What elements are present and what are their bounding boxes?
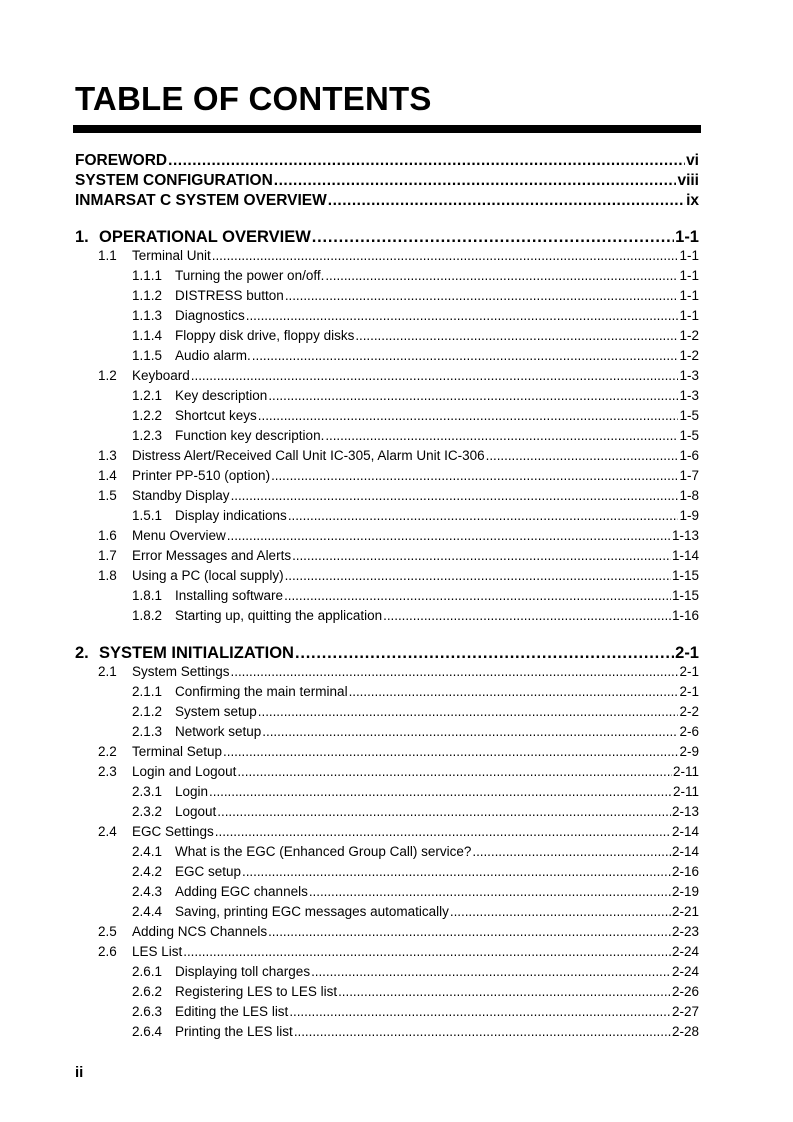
entry-number: 2.4.1 xyxy=(132,844,163,859)
entry-page[interactable]: 1-7 xyxy=(679,468,699,483)
toc-front-entry[interactable] xyxy=(75,152,699,170)
entry-page[interactable]: 2-11 xyxy=(672,784,699,799)
entry-number: 1.6 xyxy=(98,528,117,543)
entry-number: 2.6 xyxy=(98,944,117,959)
dot-leader xyxy=(312,228,674,247)
toc-subsection-entry[interactable] xyxy=(132,608,699,623)
toc-subsection-entry[interactable] xyxy=(132,408,699,423)
entry-page[interactable]: 2-27 xyxy=(671,1004,699,1019)
entry-page[interactable]: 1-1 xyxy=(679,248,699,263)
entry-number: 2.3.2 xyxy=(132,804,163,819)
dot-leader xyxy=(268,924,671,939)
entry-page[interactable]: 1-5 xyxy=(679,428,699,443)
entry-title[interactable]: Diagnostics xyxy=(175,308,245,323)
toc-subsection-entry[interactable] xyxy=(132,964,699,979)
dot-leader xyxy=(309,884,671,899)
toc-section-entry[interactable] xyxy=(98,528,699,543)
entry-title[interactable]: Printing the LES list xyxy=(175,1024,293,1039)
toc-subsection-entry[interactable] xyxy=(132,328,699,343)
dot-leader xyxy=(268,388,678,403)
entry-page[interactable]: 1-3 xyxy=(679,368,699,383)
dot-leader xyxy=(284,588,671,603)
entry-page[interactable]: 2-26 xyxy=(671,984,699,999)
dot-leader xyxy=(325,428,678,443)
entry-page[interactable]: 2-14 xyxy=(671,824,699,839)
entry-page[interactable]: 1-15 xyxy=(671,588,699,603)
toc-subsection-entry[interactable] xyxy=(132,428,699,443)
entry-page[interactable]: 1-1 xyxy=(679,288,699,303)
entry-page[interactable]: 2-11 xyxy=(672,764,699,779)
entry-number: 1.8 xyxy=(98,568,117,583)
dot-leader xyxy=(294,1024,671,1039)
entry-number: 2.1 xyxy=(98,664,117,679)
toc-subsection-entry[interactable] xyxy=(132,724,699,739)
dot-leader xyxy=(295,644,674,663)
entry-number: 1.3 xyxy=(98,448,117,463)
dot-leader xyxy=(271,468,678,483)
entry-title[interactable]: Network setup xyxy=(175,724,262,739)
toc-subsection-entry[interactable] xyxy=(132,784,699,799)
entry-page[interactable]: 1-15 xyxy=(671,568,699,583)
entry-page[interactable]: 2-28 xyxy=(671,1024,699,1039)
entry-title[interactable]: EGC Settings xyxy=(132,824,214,839)
dot-leader xyxy=(338,984,671,999)
entry-title[interactable]: What is the EGC (Enhanced Group Call) service? xyxy=(175,844,472,859)
entry-page[interactable]: 1-6 xyxy=(679,448,699,463)
entry-page[interactable]: 2-1 xyxy=(679,684,699,699)
entry-title[interactable]: Saving, printing EGC messages automatically xyxy=(175,904,449,919)
entry-number: 2.5 xyxy=(98,924,117,939)
entry-title[interactable]: Key description xyxy=(175,388,268,403)
entry-number: 1.4 xyxy=(98,468,117,483)
toc-section-entry[interactable] xyxy=(98,664,699,679)
title-rule xyxy=(73,125,701,133)
dot-leader xyxy=(450,904,671,919)
dot-leader xyxy=(262,724,678,739)
dot-leader xyxy=(217,804,671,819)
entry-page[interactable]: 2-6 xyxy=(679,724,699,739)
toc-subsection-entry[interactable] xyxy=(132,704,699,719)
dot-leader xyxy=(383,608,671,623)
entry-title[interactable]: Terminal Setup xyxy=(132,744,223,759)
entry-number: 2.6.2 xyxy=(132,984,163,999)
toc-section-entry[interactable] xyxy=(98,548,699,563)
toc-section-entry[interactable] xyxy=(98,568,699,583)
entry-title[interactable]: LES List xyxy=(132,944,183,959)
entry-title[interactable]: Error Messages and Alerts xyxy=(132,548,292,563)
toc-section-entry[interactable] xyxy=(98,248,699,263)
entry-title[interactable]: OPERATIONAL OVERVIEW xyxy=(99,228,311,246)
dot-leader xyxy=(237,764,672,779)
dot-leader xyxy=(223,744,678,759)
dot-leader xyxy=(288,508,679,523)
toc-section-entry[interactable] xyxy=(98,488,699,503)
entry-title[interactable]: Using a PC (local supply) xyxy=(132,568,284,583)
entry-number: 1.1 xyxy=(98,248,117,263)
entry-number: 1.8.2 xyxy=(132,608,163,623)
entry-number: 2.1.3 xyxy=(132,724,163,739)
entry-title[interactable]: Adding EGC channels xyxy=(175,884,308,899)
toc-section-entry[interactable] xyxy=(98,764,699,779)
entry-page[interactable]: 2-9 xyxy=(679,744,699,759)
entry-number: 2.1.1 xyxy=(132,684,163,699)
dot-leader xyxy=(258,704,679,719)
entry-page[interactable]: 1-2 xyxy=(679,348,699,363)
dot-leader xyxy=(212,248,679,263)
entry-number: 2.3 xyxy=(98,764,117,779)
toc-subsection-entry[interactable] xyxy=(132,348,699,363)
entry-title[interactable]: Shortcut keys xyxy=(175,408,257,423)
entry-title[interactable]: Turning the power on/off. xyxy=(175,268,325,283)
dot-leader xyxy=(325,268,678,283)
toc-section-entry[interactable] xyxy=(98,448,699,463)
toc-section-entry[interactable] xyxy=(98,824,699,839)
entry-page[interactable]: 1-5 xyxy=(679,408,699,423)
entry-number: 2.4.3 xyxy=(132,884,163,899)
toc-section-entry[interactable] xyxy=(98,468,699,483)
entry-page[interactable]: 2-24 xyxy=(671,964,699,979)
entry-page[interactable]: 2-21 xyxy=(671,904,699,919)
entry-number: 1.2.1 xyxy=(132,388,163,403)
entry-page[interactable]: 2-23 xyxy=(671,924,699,939)
entry-page[interactable]: 1-3 xyxy=(679,388,699,403)
entry-page[interactable]: 2-1 xyxy=(679,664,699,679)
dot-leader xyxy=(209,784,672,799)
entry-number: 1.8.1 xyxy=(132,588,163,603)
toc-section-entry[interactable] xyxy=(98,368,699,383)
toc-subsection-entry[interactable] xyxy=(132,308,699,323)
entry-number: 2. xyxy=(75,644,89,662)
entry-title[interactable]: Distress Alert/Received Call Unit IC-305, Alarm Unit IC-306 xyxy=(132,448,485,463)
entry-page[interactable]: 2-19 xyxy=(671,884,699,899)
entry-number: 1.2 xyxy=(98,368,117,383)
entry-title[interactable]: Login and Logout xyxy=(132,764,237,779)
entry-title[interactable]: Keyboard xyxy=(132,368,190,383)
toc-subsection-entry[interactable] xyxy=(132,984,699,999)
entry-title[interactable]: Standby Display xyxy=(132,488,230,503)
entry-page[interactable]: 1-2 xyxy=(679,328,699,343)
entry-number: 2.4 xyxy=(98,824,117,839)
entry-title[interactable]: Printer PP-510 (option) xyxy=(132,468,271,483)
entry-page[interactable]: 2-13 xyxy=(671,804,699,819)
entry-page[interactable]: 1-14 xyxy=(671,548,699,563)
dot-leader xyxy=(274,172,677,190)
dot-leader xyxy=(231,664,679,679)
entry-title[interactable]: DISTRESS button xyxy=(175,288,284,303)
entry-page[interactable]: 2-14 xyxy=(671,844,699,859)
entry-page[interactable]: vi xyxy=(686,152,699,169)
entry-number: 1.2.3 xyxy=(132,428,163,443)
entry-number: 1.1.2 xyxy=(132,288,163,303)
page-title: TABLE OF CONTENTS xyxy=(75,80,432,117)
dot-leader xyxy=(242,864,671,879)
dot-leader xyxy=(168,152,685,170)
toc-subsection-entry[interactable] xyxy=(132,804,699,819)
dot-leader xyxy=(289,1004,671,1019)
toc-subsection-entry[interactable] xyxy=(132,684,699,699)
entry-title[interactable]: Menu Overview xyxy=(132,528,226,543)
entry-page[interactable]: 2-24 xyxy=(671,944,699,959)
dot-leader xyxy=(285,568,671,583)
entry-number: 2.3.1 xyxy=(132,784,163,799)
entry-page[interactable]: 1-1 xyxy=(679,308,699,323)
entry-title[interactable]: Function key description. xyxy=(175,428,325,443)
dot-leader xyxy=(472,844,671,859)
entry-page[interactable]: 1-1 xyxy=(675,228,699,246)
toc-chapter-entry[interactable] xyxy=(75,644,699,663)
entry-title[interactable]: System Settings xyxy=(132,664,230,679)
toc-subsection-entry[interactable] xyxy=(132,388,699,403)
toc-section-entry[interactable] xyxy=(98,944,699,959)
entry-title[interactable]: Audio alarm. xyxy=(175,348,251,363)
entry-number: 1.7 xyxy=(98,548,117,563)
entry-title[interactable]: Registering LES to LES list xyxy=(175,984,338,999)
dot-leader xyxy=(311,964,671,979)
toc-section-entry[interactable] xyxy=(98,744,699,759)
dot-leader xyxy=(227,528,671,543)
entry-page[interactable]: viii xyxy=(677,172,699,189)
entry-number: 2.4.4 xyxy=(132,904,163,919)
toc-subsection-entry[interactable] xyxy=(132,844,699,859)
dot-leader xyxy=(258,408,679,423)
entry-number: 1. xyxy=(75,228,89,246)
entry-title[interactable]: Floppy disk drive, floppy disks xyxy=(175,328,355,343)
toc-subsection-entry[interactable] xyxy=(132,1024,699,1039)
toc-front-entry[interactable] xyxy=(75,192,699,210)
toc-subsection-entry[interactable] xyxy=(132,288,699,303)
dot-leader xyxy=(215,824,671,839)
entry-title[interactable]: INMARSAT C SYSTEM OVERVIEW xyxy=(75,192,327,209)
toc-chapter-entry[interactable] xyxy=(75,228,699,247)
entry-title[interactable]: Login xyxy=(175,784,209,799)
toc-subsection-entry[interactable] xyxy=(132,864,699,879)
dot-leader xyxy=(486,448,679,463)
entry-number: 2.1.2 xyxy=(132,704,163,719)
entry-title[interactable]: System setup xyxy=(175,704,257,719)
toc-subsection-entry[interactable] xyxy=(132,1004,699,1019)
entry-title[interactable]: FOREWORD xyxy=(75,152,168,169)
toc-front-entry[interactable] xyxy=(75,172,699,190)
toc-subsection-entry[interactable] xyxy=(132,904,699,919)
toc-subsection-entry[interactable] xyxy=(132,588,699,603)
entry-number: 2.6.4 xyxy=(132,1024,163,1039)
entry-page[interactable]: 2-1 xyxy=(675,644,699,662)
toc-subsection-entry[interactable] xyxy=(132,884,699,899)
entry-title[interactable]: Display indications xyxy=(175,508,287,523)
entry-page[interactable]: 2-2 xyxy=(679,704,699,719)
entry-number: 1.1.1 xyxy=(132,268,163,283)
dot-leader xyxy=(349,684,679,699)
dot-leader xyxy=(355,328,678,343)
entry-number: 2.2 xyxy=(98,744,117,759)
entry-title[interactable]: Starting up, quitting the application xyxy=(175,608,383,623)
entry-number: 1.1.4 xyxy=(132,328,163,343)
entry-title[interactable]: SYSTEM INITIALIZATION xyxy=(99,644,294,662)
dot-leader xyxy=(191,368,679,383)
entry-number: 1.5 xyxy=(98,488,117,503)
entry-number: 1.1.3 xyxy=(132,308,163,323)
entry-page[interactable]: 1-9 xyxy=(679,508,699,523)
entry-title[interactable]: SYSTEM CONFIGURATION xyxy=(75,172,273,189)
dot-leader xyxy=(231,488,679,503)
entry-number: 1.5.1 xyxy=(132,508,163,523)
entry-page[interactable]: 1-1 xyxy=(679,268,699,283)
entry-page[interactable]: ix xyxy=(686,192,699,209)
entry-number: 2.6.3 xyxy=(132,1004,163,1019)
dot-leader xyxy=(292,548,671,563)
entry-title[interactable]: Confirming the main terminal xyxy=(175,684,348,699)
toc-subsection-entry[interactable] xyxy=(132,508,699,523)
entry-page[interactable]: 2-16 xyxy=(671,864,699,879)
entry-title[interactable]: Logout xyxy=(175,804,217,819)
entry-number: 2.6.1 xyxy=(132,964,163,979)
entry-title[interactable]: Displaying toll charges xyxy=(175,964,311,979)
entry-title[interactable]: Terminal Unit xyxy=(132,248,211,263)
dot-leader xyxy=(252,348,679,363)
entry-number: 1.1.5 xyxy=(132,348,163,363)
dot-leader xyxy=(183,944,671,959)
entry-number: 1.2.2 xyxy=(132,408,163,423)
toc-section-entry[interactable] xyxy=(98,924,699,939)
entry-page[interactable]: 1-13 xyxy=(671,528,699,543)
entry-title[interactable]: Installing software xyxy=(175,588,284,603)
entry-page[interactable]: 1-16 xyxy=(671,608,699,623)
entry-title[interactable]: Adding NCS Channels xyxy=(132,924,268,939)
page-number: ii xyxy=(75,1064,84,1081)
dot-leader xyxy=(246,308,679,323)
entry-title[interactable]: Editing the LES list xyxy=(175,1004,289,1019)
entry-page[interactable]: 1-8 xyxy=(679,488,699,503)
dot-leader xyxy=(328,192,685,210)
entry-number: 2.4.2 xyxy=(132,864,163,879)
entry-title[interactable]: EGC setup xyxy=(175,864,242,879)
dot-leader xyxy=(285,288,679,303)
toc-subsection-entry[interactable] xyxy=(132,268,699,283)
